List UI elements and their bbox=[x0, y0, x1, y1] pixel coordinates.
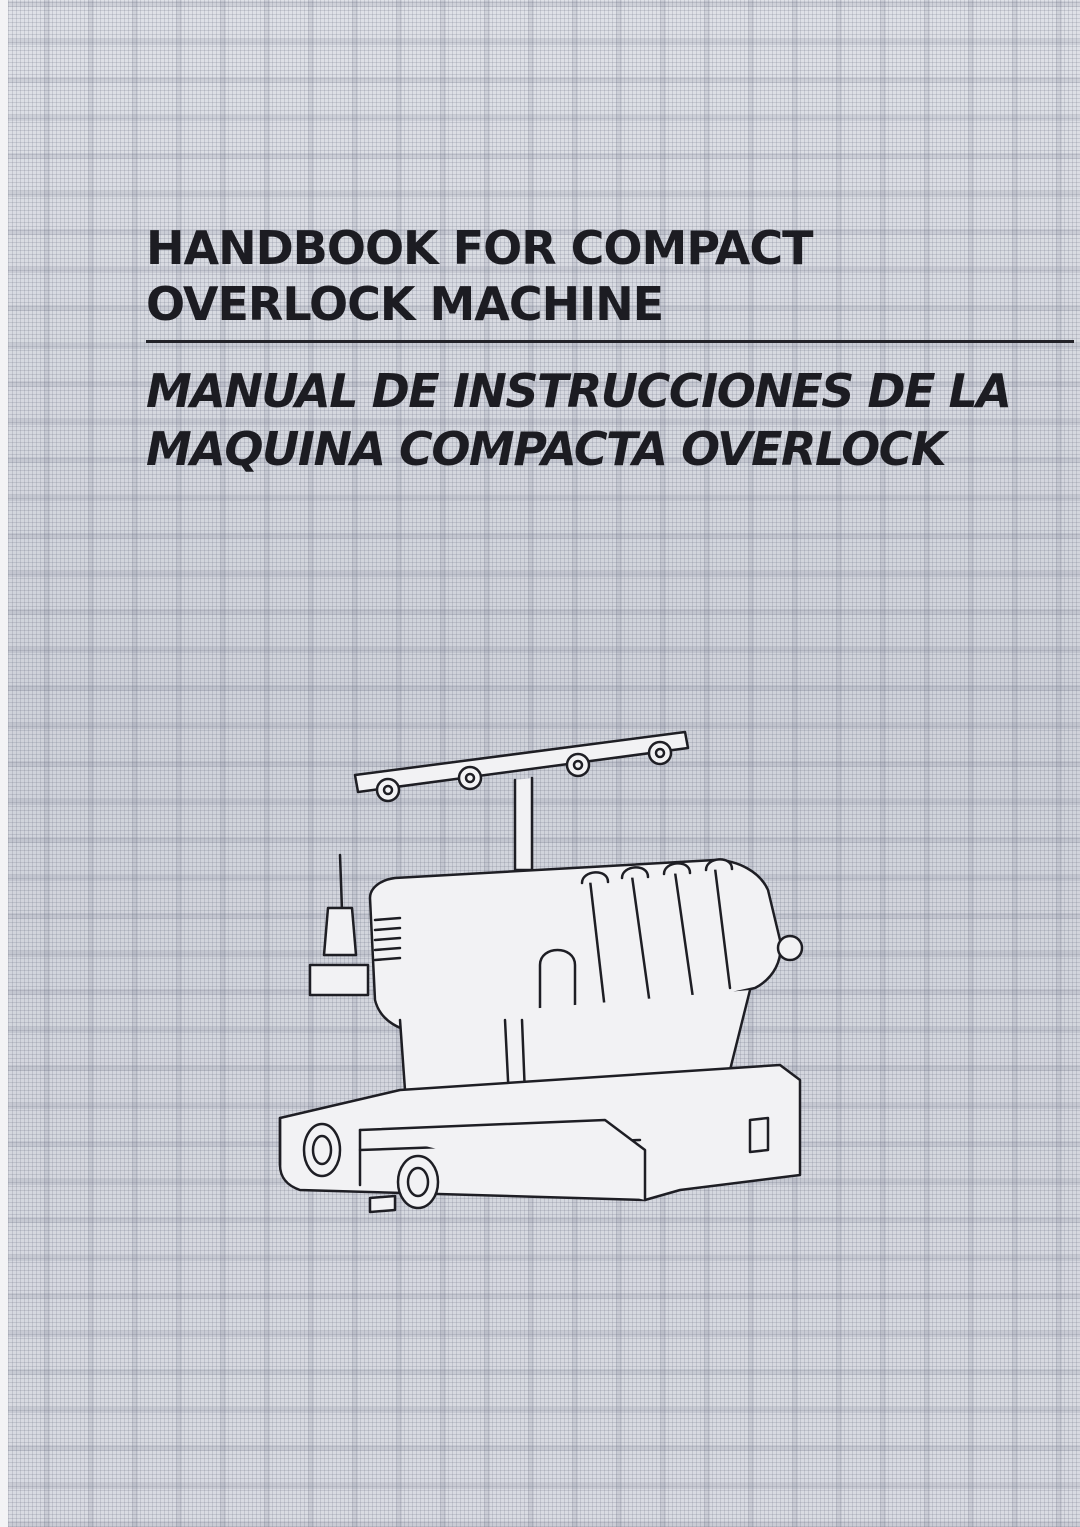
title-spanish bbox=[146, 362, 1010, 478]
title-spanish-line-2: MAQUINA COMPACTA OVERLOCK bbox=[146, 422, 946, 476]
title-spanish-line-1: MANUAL DE INSTRUCCIONES DE LA bbox=[146, 364, 1011, 418]
title-divider bbox=[146, 340, 1074, 343]
overlock-machine-icon bbox=[260, 720, 820, 1220]
page-edge bbox=[0, 0, 8, 1527]
title-english-line-1: HANDBOOK FOR COMPACT bbox=[146, 221, 813, 275]
title-english-line-2: OVERLOCK MACHINE bbox=[146, 277, 664, 331]
title-english bbox=[146, 220, 813, 332]
